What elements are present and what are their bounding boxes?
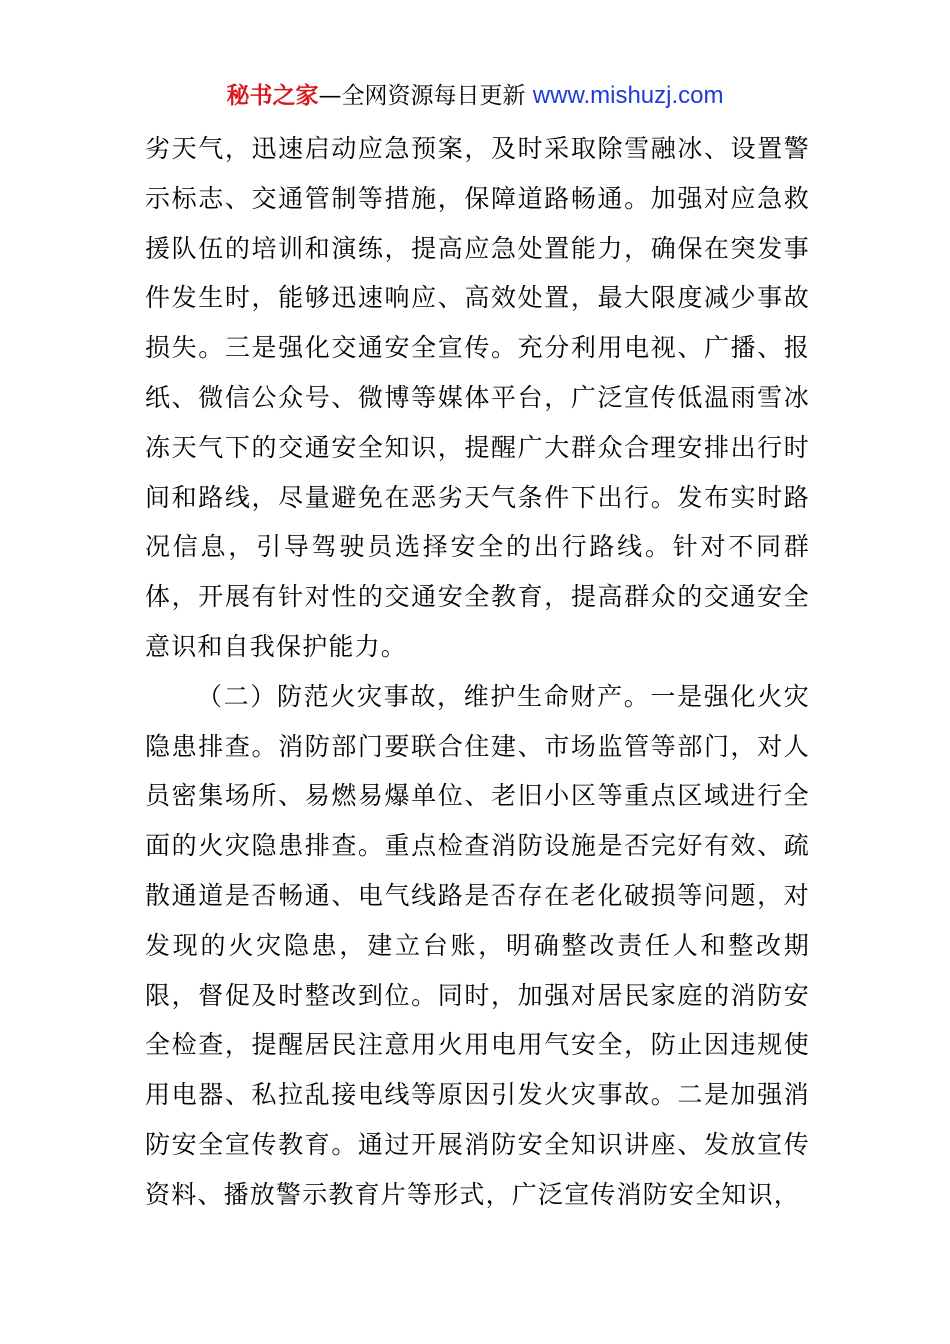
paragraph-fire-prevention: （二）防范火灾事故，维护生命财产。一是强化火灾隐患排查。消防部门要联合住建、市场监管等部门，对人员密集场所、易燃易爆单位、老旧小区等重点区域进行全面的火灾隐患排查。重点检查消防设施是否完好有效、疏散通道是否畅通、电气线路是否存在老化破损等问题，对发现的火灾隐患，建立台账，明确整改责任人和整改期限，督促及时整改到位。同时，加强对居民家庭的消防安全检查，提醒居民注意用火用电用气安全，防止因违规使用电器、私拉乱接电线等原因引发火灾事故。二是加强消防安全宣传教育。通过开展消防安全知识讲座、发放宣传资料、播放警示教育片等形式，广泛宣传消防安全知识， — [145, 681, 810, 1209]
site-url-link[interactable]: www.mishuzj.com — [532, 82, 724, 109]
paragraph-continued: 劣天气，迅速启动应急预案，及时采取除雪融冰、设置警示标志、交通管制等措施，保障道路畅通。加强对应急救援队伍的培训和演练，提高应急处置能力，确保在突发事件发生时，能够迅速响应、高效处置，最大限度减少事故损失。三是强化交通安全宣传。充分利用电视、广播、报纸、微信公众号、微博等媒体平台，广泛宣传低温雨雪冰冻天气下的交通安全知识，提醒广大群众合理安排出行时间和路线，尽量避免在恶劣天气条件下出行。发布实时路况信息，引导驾驶员选择安全的出行路线。针对不同群体，开展有针对性的交通安全教育，提高群众的交通安全意识和自我保护能力。 — [145, 134, 810, 661]
header-tagline: —全网资源每日更新 — [318, 83, 533, 109]
site-header — [0, 79, 950, 113]
brand-name: 秘书之家 — [226, 83, 319, 109]
document-body — [145, 124, 810, 1220]
